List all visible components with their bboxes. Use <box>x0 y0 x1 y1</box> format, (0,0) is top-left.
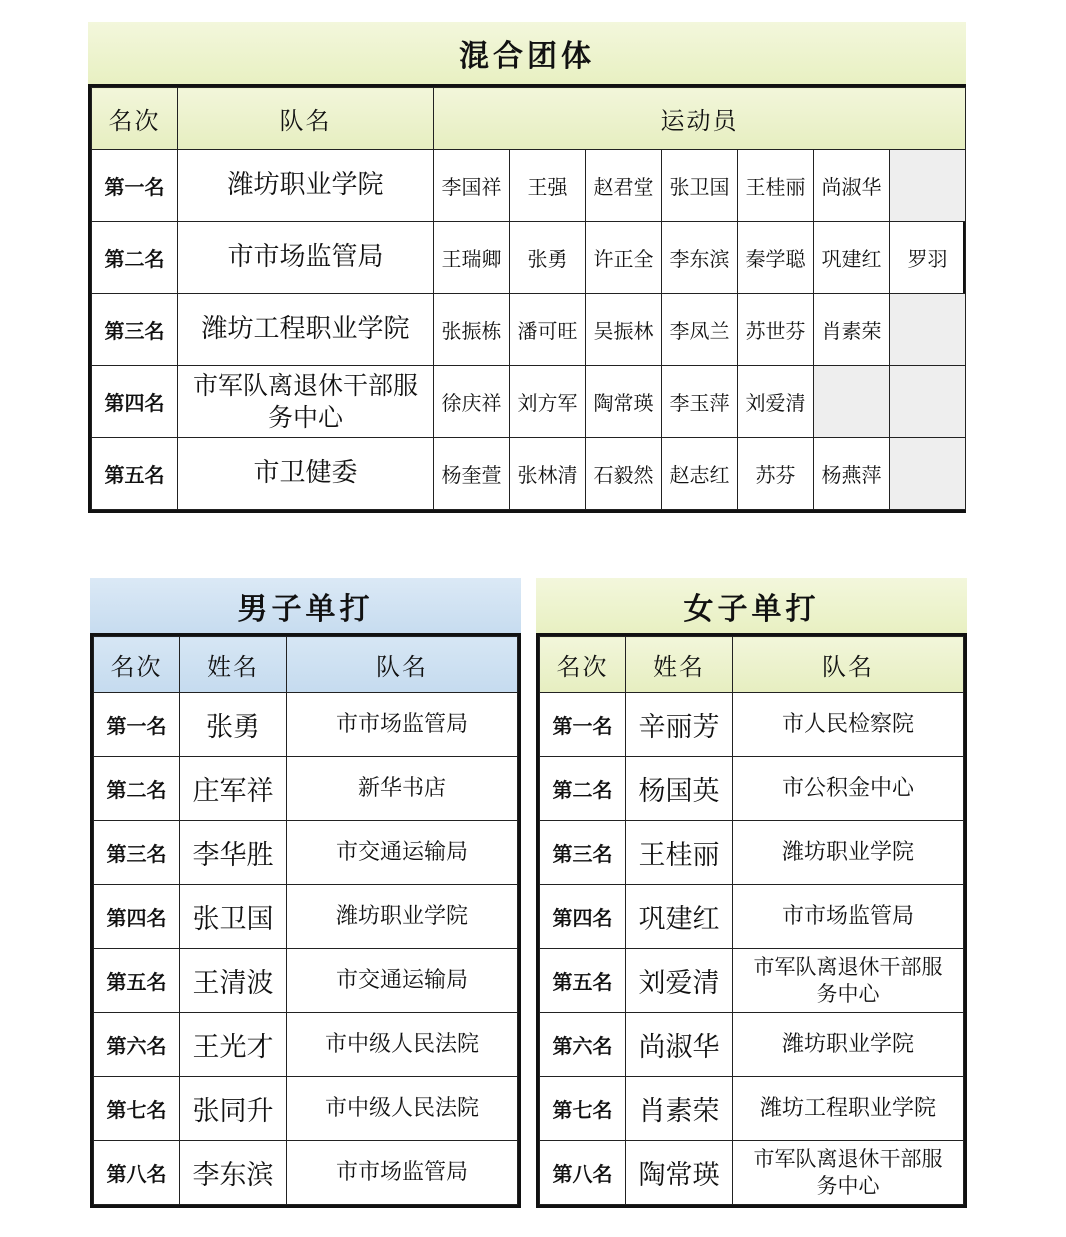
mens-singles-title: 男子单打 <box>90 578 521 633</box>
mixed-team-title: 混合团体 <box>88 22 966 84</box>
athlete-cell: 石毅然 <box>586 438 662 510</box>
table-row <box>94 949 518 1013</box>
athlete-cell: 苏芬 <box>738 438 814 510</box>
rank-cell: 第八名 <box>540 1141 626 1205</box>
player-name-cell: 张同升 <box>180 1077 287 1141</box>
athlete-cell: 潘可旺 <box>510 294 586 366</box>
mixed-team-table <box>91 87 966 510</box>
athlete-cell: 刘爱清 <box>738 366 814 438</box>
table-row <box>540 1141 964 1205</box>
team-cell: 市市场监管局 <box>287 1141 518 1205</box>
table-row <box>94 757 518 821</box>
rank-cell: 第五名 <box>92 438 178 510</box>
table-row <box>94 1141 518 1205</box>
rank-cell: 第二名 <box>540 757 626 821</box>
table-row <box>92 294 966 366</box>
athlete-cell: 李凤兰 <box>662 294 738 366</box>
rank-cell: 第八名 <box>94 1141 180 1205</box>
table-row <box>94 885 518 949</box>
womens-singles-section <box>536 578 967 1208</box>
rank-cell: 第四名 <box>540 885 626 949</box>
athlete-cell: 王桂丽 <box>738 150 814 222</box>
player-name-cell: 张勇 <box>180 693 287 757</box>
team-cell: 市军队离退休干部服务中心 <box>178 366 434 438</box>
mens-singles-table <box>93 636 518 1205</box>
player-name-cell: 张卫国 <box>180 885 287 949</box>
rank-cell: 第一名 <box>540 693 626 757</box>
athlete-cell: 杨燕萍 <box>814 438 890 510</box>
table-row <box>92 222 966 294</box>
header-team: 队名 <box>178 88 434 150</box>
empty-athlete-cell <box>890 294 966 366</box>
empty-athlete-cell <box>890 366 966 438</box>
table-row <box>92 438 966 510</box>
athlete-cell: 秦学聪 <box>738 222 814 294</box>
player-name-cell: 肖素荣 <box>626 1077 733 1141</box>
rank-cell: 第三名 <box>94 821 180 885</box>
team-cell: 市人民检察院 <box>733 693 964 757</box>
rank-cell: 第七名 <box>94 1077 180 1141</box>
athlete-cell: 刘方军 <box>510 366 586 438</box>
athlete-cell: 罗羽 <box>890 222 966 294</box>
table-row <box>94 1077 518 1141</box>
athlete-cell: 李东滨 <box>662 222 738 294</box>
athlete-cell: 张林清 <box>510 438 586 510</box>
team-cell: 潍坊工程职业学院 <box>733 1077 964 1141</box>
athlete-cell: 赵君堂 <box>586 150 662 222</box>
table-row <box>94 821 518 885</box>
player-name-cell: 王清波 <box>180 949 287 1013</box>
empty-athlete-cell <box>890 150 966 222</box>
table-row <box>540 885 964 949</box>
athlete-cell: 李玉萍 <box>662 366 738 438</box>
mixed-team-section <box>88 22 966 513</box>
mixed-team-table-frame <box>88 84 966 513</box>
womens-singles-table-frame <box>536 633 967 1208</box>
athlete-cell: 赵志红 <box>662 438 738 510</box>
athlete-cell: 尚淑华 <box>814 150 890 222</box>
rank-cell: 第六名 <box>94 1013 180 1077</box>
table-row <box>540 949 964 1013</box>
header-rank: 名次 <box>92 88 178 150</box>
athlete-cell: 徐庆祥 <box>434 366 510 438</box>
rank-cell: 第一名 <box>92 150 178 222</box>
player-name-cell: 陶常瑛 <box>626 1141 733 1205</box>
player-name-cell: 李华胜 <box>180 821 287 885</box>
header-athletes: 运动员 <box>434 88 966 150</box>
womens-singles-title: 女子单打 <box>536 578 967 633</box>
rank-cell: 第六名 <box>540 1013 626 1077</box>
player-name-cell: 王光才 <box>180 1013 287 1077</box>
table-row <box>94 693 518 757</box>
player-name-cell: 杨国英 <box>626 757 733 821</box>
table-row <box>540 693 964 757</box>
team-cell: 新华书店 <box>287 757 518 821</box>
team-cell: 市交通运输局 <box>287 949 518 1013</box>
table-row <box>540 1077 964 1141</box>
table-row <box>92 150 966 222</box>
rank-cell: 第四名 <box>92 366 178 438</box>
rank-cell: 第三名 <box>92 294 178 366</box>
rank-cell: 第五名 <box>540 949 626 1013</box>
mens-singles-body <box>94 693 518 1205</box>
player-name-cell: 辛丽芳 <box>626 693 733 757</box>
womens-singles-body <box>540 693 964 1205</box>
rank-cell: 第七名 <box>540 1077 626 1141</box>
table-row <box>92 366 966 438</box>
team-cell: 市中级人民法院 <box>287 1013 518 1077</box>
athlete-cell: 张勇 <box>510 222 586 294</box>
player-name-cell: 王桂丽 <box>626 821 733 885</box>
athlete-cell: 巩建红 <box>814 222 890 294</box>
header-rank: 名次 <box>94 637 180 693</box>
empty-athlete-cell <box>890 438 966 510</box>
athlete-cell: 吴振林 <box>586 294 662 366</box>
athlete-cell: 苏世芬 <box>738 294 814 366</box>
player-name-cell: 尚淑华 <box>626 1013 733 1077</box>
player-name-cell: 庄军祥 <box>180 757 287 821</box>
player-name-cell: 巩建红 <box>626 885 733 949</box>
athlete-cell: 李国祥 <box>434 150 510 222</box>
athlete-cell: 张振栋 <box>434 294 510 366</box>
rank-cell: 第五名 <box>94 949 180 1013</box>
header-name: 姓名 <box>626 637 733 693</box>
athlete-cell: 许正全 <box>586 222 662 294</box>
table-row <box>540 821 964 885</box>
header-rank: 名次 <box>540 637 626 693</box>
rank-cell: 第三名 <box>540 821 626 885</box>
athlete-cell: 张卫国 <box>662 150 738 222</box>
team-cell: 市交通运输局 <box>287 821 518 885</box>
mens-singles-section <box>90 578 521 1208</box>
header-name: 姓名 <box>180 637 287 693</box>
team-cell: 市卫健委 <box>178 438 434 510</box>
rank-cell: 第二名 <box>92 222 178 294</box>
team-cell: 潍坊职业学院 <box>178 150 434 222</box>
athlete-cell: 王强 <box>510 150 586 222</box>
team-cell: 市市场监管局 <box>287 693 518 757</box>
player-name-cell: 李东滨 <box>180 1141 287 1205</box>
table-row <box>540 1013 964 1077</box>
team-cell: 市中级人民法院 <box>287 1077 518 1141</box>
team-cell: 市军队离退休干部服务中心 <box>733 949 964 1013</box>
header-team: 队名 <box>733 637 964 693</box>
athlete-cell: 肖素荣 <box>814 294 890 366</box>
team-cell: 潍坊工程职业学院 <box>178 294 434 366</box>
empty-athlete-cell <box>814 366 890 438</box>
team-cell: 市军队离退休干部服务中心 <box>733 1141 964 1205</box>
player-name-cell: 刘爱清 <box>626 949 733 1013</box>
athlete-cell: 杨奎萱 <box>434 438 510 510</box>
team-cell: 市公积金中心 <box>733 757 964 821</box>
mixed-team-body <box>92 150 966 510</box>
table-row <box>540 757 964 821</box>
rank-cell: 第四名 <box>94 885 180 949</box>
team-cell: 潍坊职业学院 <box>733 821 964 885</box>
header-team: 队名 <box>287 637 518 693</box>
rank-cell: 第一名 <box>94 693 180 757</box>
table-row <box>94 1013 518 1077</box>
rank-cell: 第二名 <box>94 757 180 821</box>
mens-singles-table-frame <box>90 633 521 1208</box>
womens-singles-table <box>539 636 964 1205</box>
athlete-cell: 王瑞卿 <box>434 222 510 294</box>
team-cell: 市市场监管局 <box>733 885 964 949</box>
team-cell: 潍坊职业学院 <box>733 1013 964 1077</box>
athlete-cell: 陶常瑛 <box>586 366 662 438</box>
team-cell: 潍坊职业学院 <box>287 885 518 949</box>
team-cell: 市市场监管局 <box>178 222 434 294</box>
